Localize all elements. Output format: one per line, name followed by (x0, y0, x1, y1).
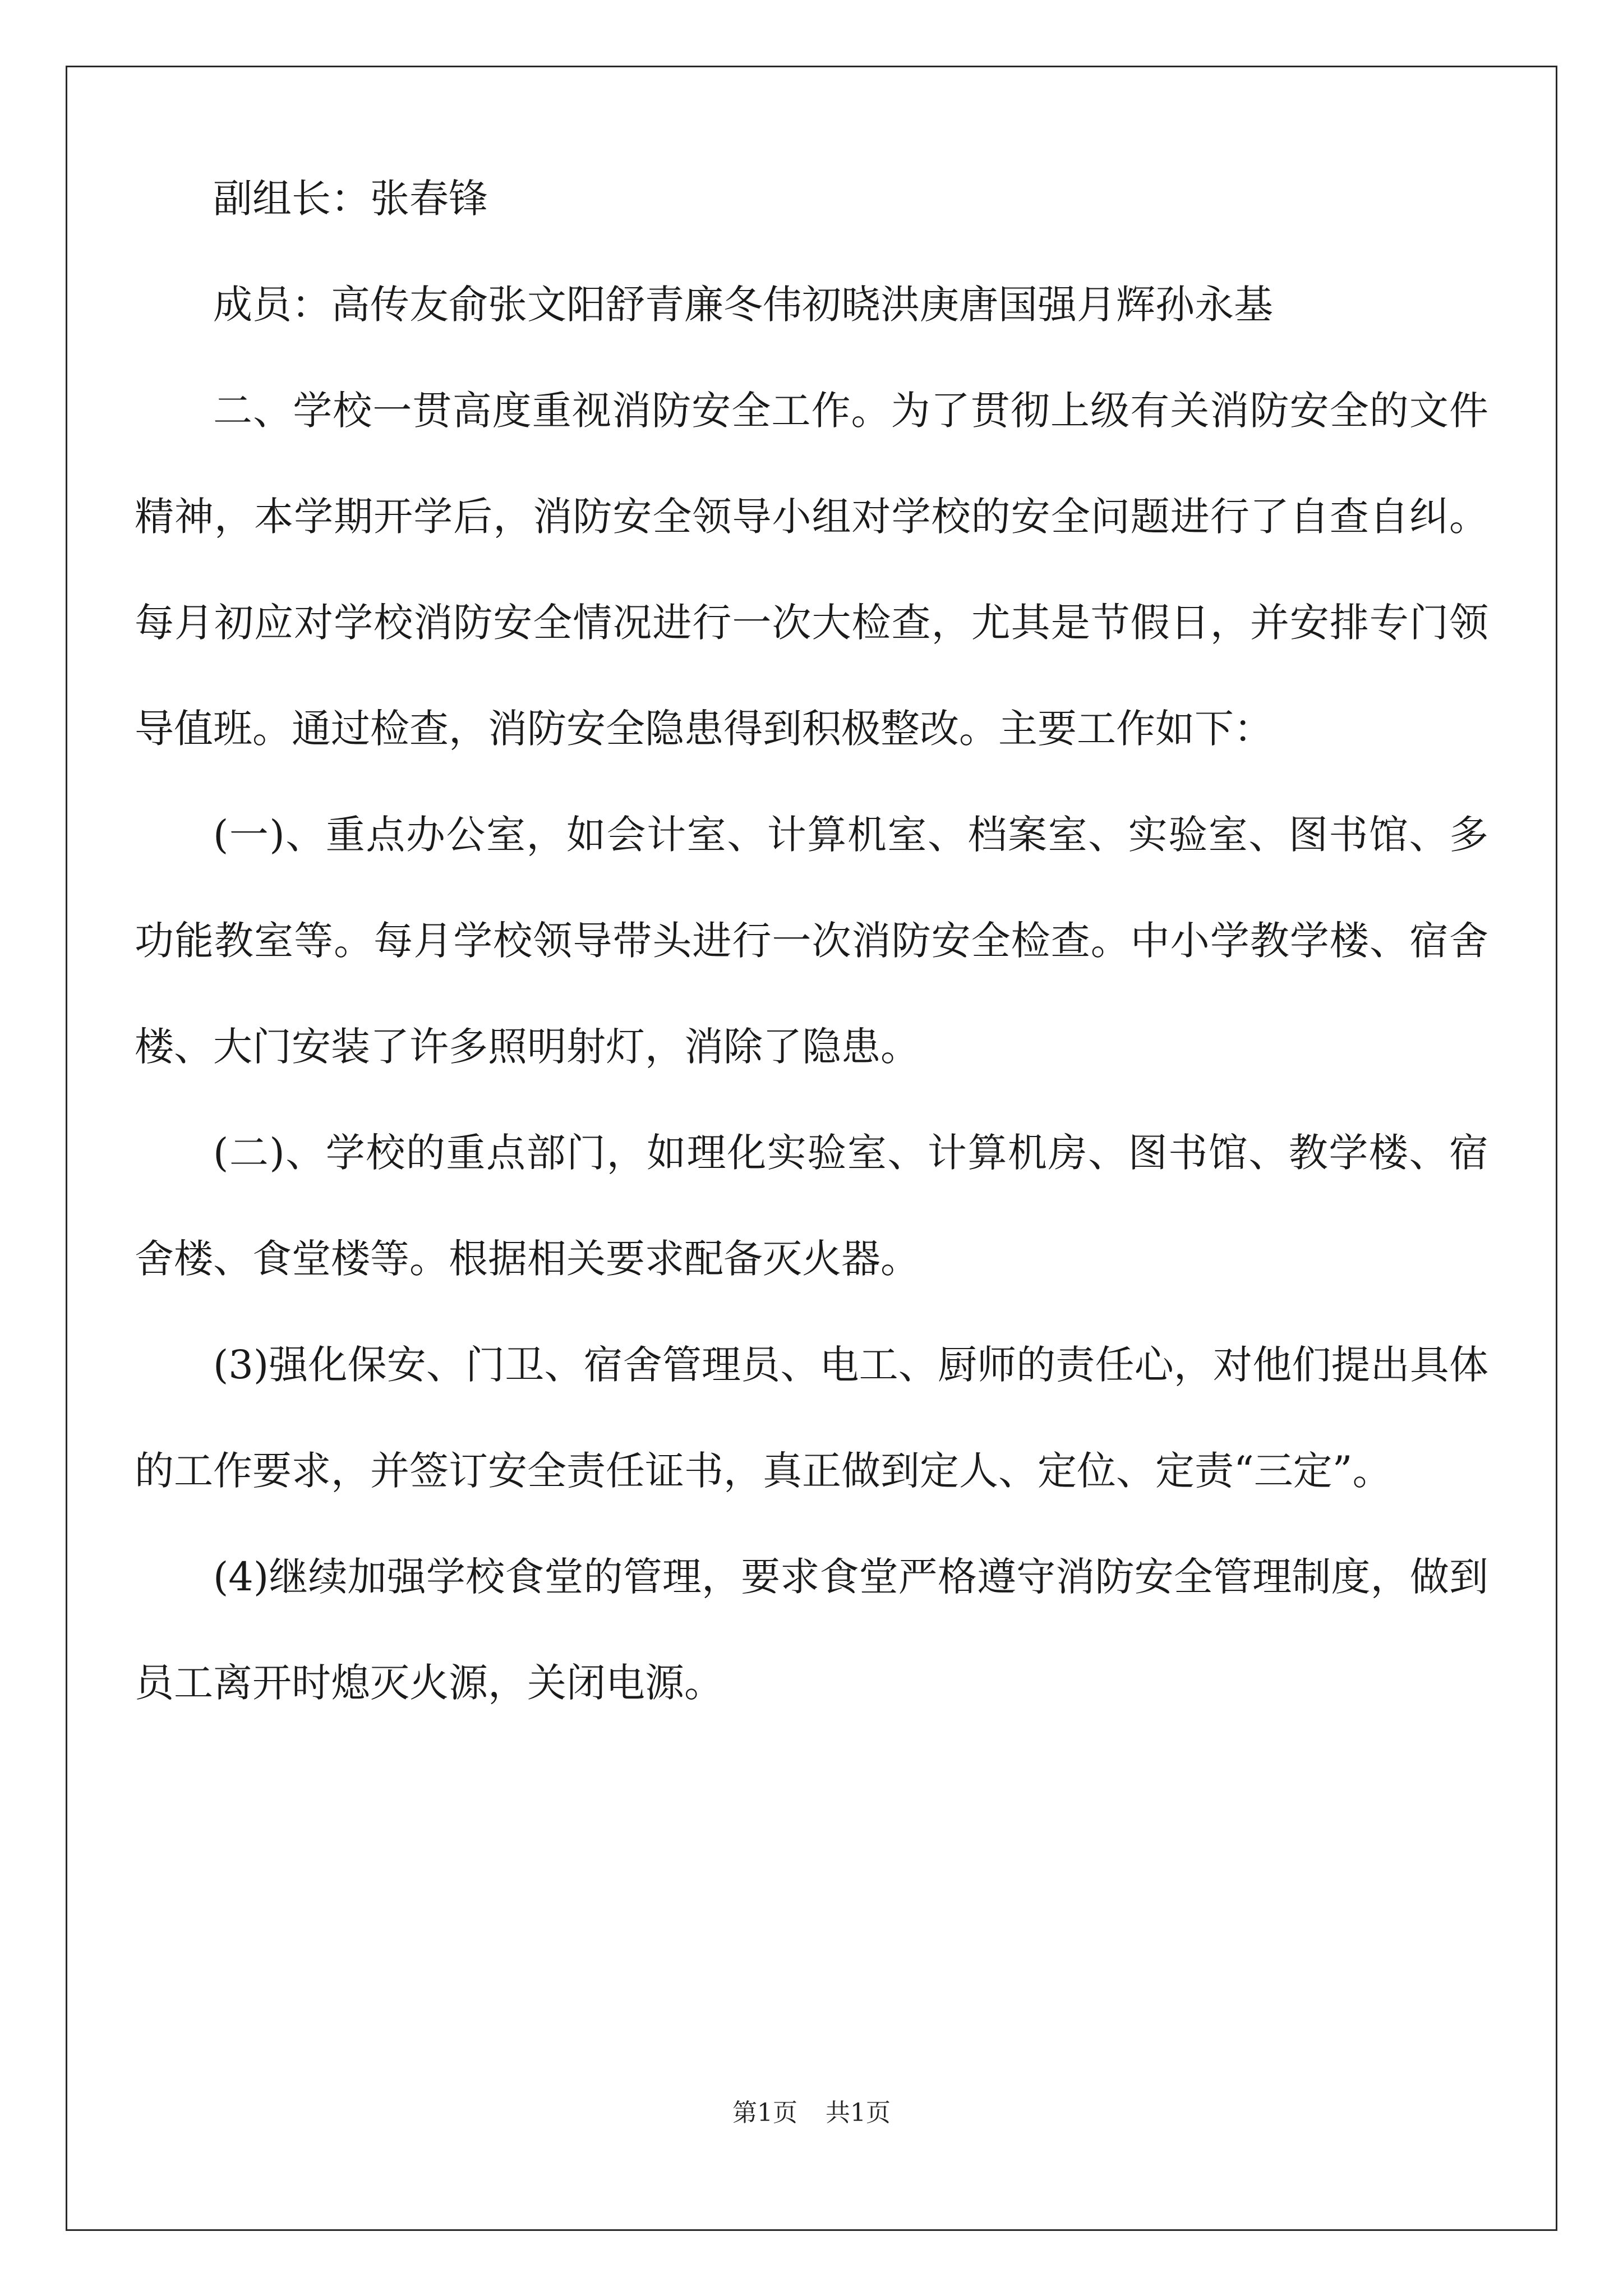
paragraph-deputy-leader: 副组长：张春锋 (213, 176, 488, 222)
page-number: 第1页 (732, 2099, 797, 2127)
paragraph-item-three: (3)强化保安、门卫、宿舍管理员、电工、厨师的责任心，对他们提出具体的工作要求，并签订安全责任证书，真正做到定人、定位、定责“三定”。 (135, 1342, 1488, 1494)
page-footer (0, 2092, 1623, 2128)
paragraph-item-four: (4)继续加强学校食堂的管理，要求食堂严格遵守消防安全管理制度，做到员工离开时熄灭火源，关闭电源。 (135, 1554, 1488, 1706)
paragraph-item-one: (一)、重点办公室，如会计室、计算机室、档案室、实验室、图书馆、多功能教室等。每月学校领导带头进行一次消防安全检查。中小学教学楼、宿舍楼、大门安装了许多照明射灯，消除了隐患。 (135, 812, 1488, 1070)
document-body (135, 146, 1488, 1736)
paragraph-item-two: (二)、学校的重点部门，如理化实验室、计算机房、图书馆、教学楼、宿舍楼、食堂楼等。根据相关要求配备灭火器。 (135, 1130, 1488, 1282)
paragraph-section-two: 二、学校一贯高度重视消防安全工作。为了贯彻上级有关消防安全的文件精神，本学期开学后，消防安全领导小组对学校的安全问题进行了自查自纠。每月初应对学校消防安全情况进行一次大检查，尤其是节假日，并安排专门领导值班。通过检查，消防安全隐患得到积极整改。主要工作如下： (135, 388, 1488, 752)
page-total: 共1页 (826, 2099, 891, 2127)
paragraph-members: 成员：高传友俞张文阳舒青廉冬伟初晓洪庚唐国强月辉孙永基 (213, 282, 1273, 328)
